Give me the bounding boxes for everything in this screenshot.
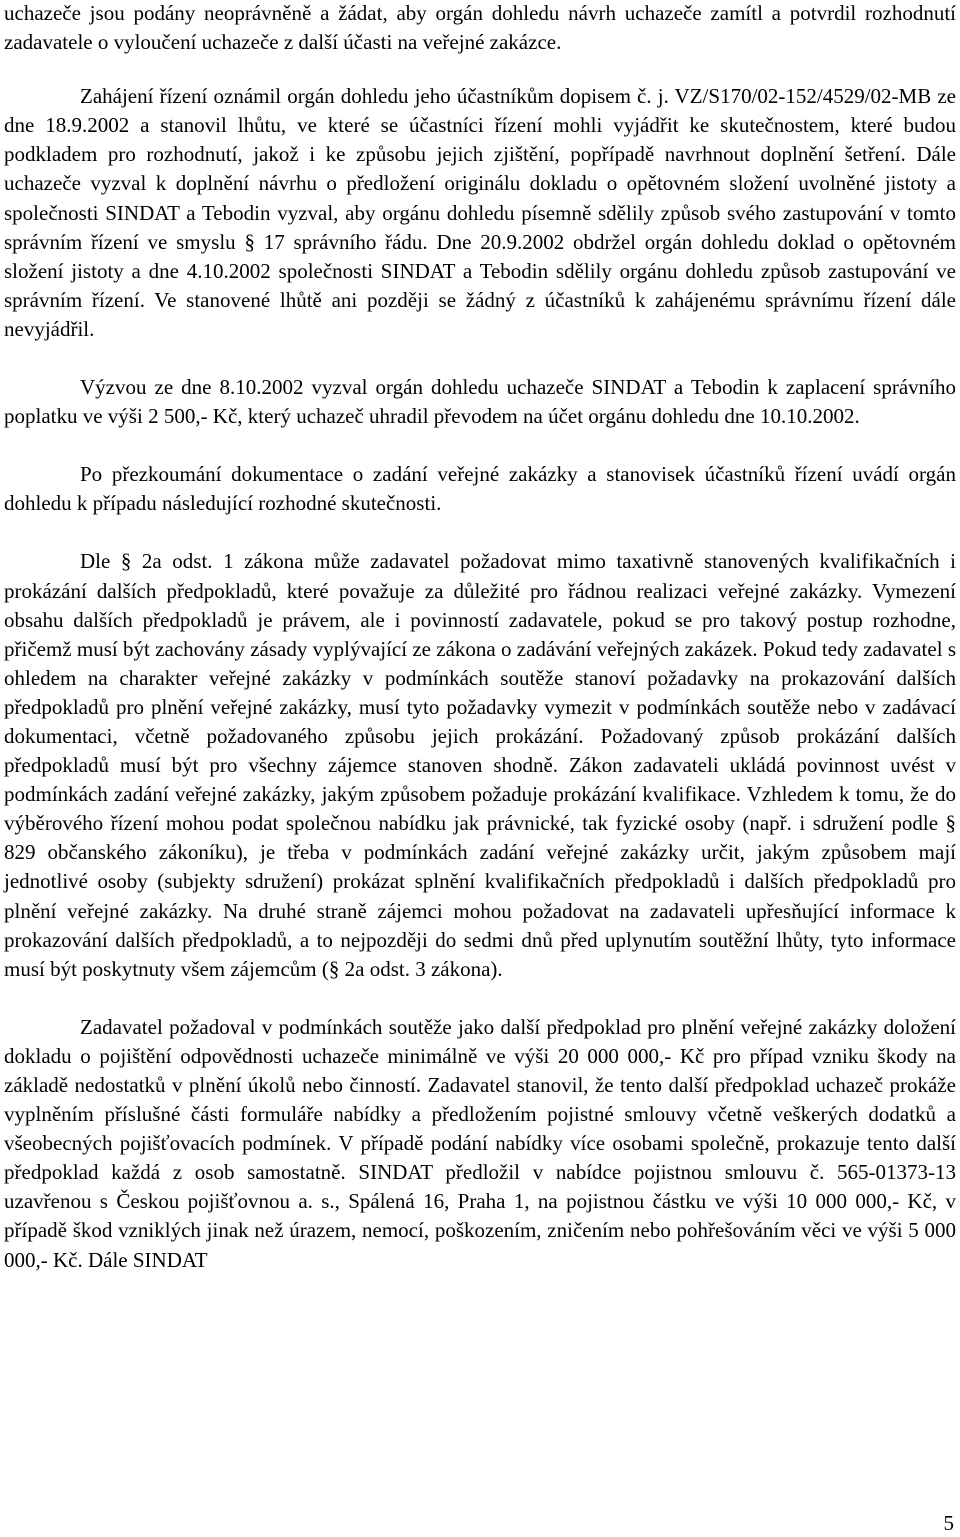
document-page (4, 0, 956, 1275)
paragraph-legal-basis: Dle § 2a odst. 1 zákona může zadavatel požadovat mimo taxativně stanovených kvalifikačních i prokázání dalších předpokladů, které považuje za důležité pro řádnou realizaci veřejné zakázky. Vymezení obsahu dalších předpokladů je právem, ale i povinností zadavatele, pokud se pro takový postup rozhodne, přičemž musí být zachovány zásady vyplývající ze zákona o zadávání veřejných zakázek. Pokud tedy zadavatel s ohledem na charakter veřejné zakázky v podmínkách soutěže stanoví požadavky na prokazování dalších předpokladů pro plnění veřejné zakázky, musí tyto požadavky vymezit v podmínkách soutěže nebo v zadávací dokumentaci, včetně požadovaného způsobu jejich prokázání. Požadovaný způsob prokázání dalších předpokladů musí být pro všechny zájemce stanoven shodně. Zákon zadavateli ukládá povinnost uvést v podmínkách zadání veřejné zakázky, jakým způsobem požaduje prokázání kvalifikace. Vzhledem k tomu, že do výběrového řízení mohou podat společnou nabídku jak právnické, tak fyzické osoby (např. i sdružení podle § 829 občanského zákoníku), je třeba v podmínkách zadání veřejné zakázky určit, jakým způsobem mají jednotlivé osoby (subjekty sdružení) prokázat splnění kvalifikačních předpokladů i dalších předpokladů pro plnění veřejné zakázky. Na druhé straně zájemci mohou požadovat na zadavateli upřesňující informace k prokazování dalších předpokladů, a to nejpozději do sedmi dnů před uplynutím soutěžní lhůty, tyto informace musí být poskytnuty všem zájemcům (§ 2a odst. 3 zákona). (4, 549, 956, 981)
paragraph-fee-payment: Výzvou ze dne 8.10.2002 vyzval orgán dohledu uchazeče SINDAT a Tebodin k zaplacení správního poplatku ve výši 2 500,- Kč, který uchazeč uhradil převodem na účet orgánu dohledu dne 10.10.2002. (4, 375, 956, 429)
page-number: 5 (943, 1511, 954, 1535)
paragraph-continuation: uchazeče jsou podány neoprávněně a žádat, aby orgán dohledu návrh uchazeče zamítl a potvrdil rozhodnutí zadavatele o vyloučení uchazeče z další účasti na veřejné zakázce. (4, 1, 956, 55)
paragraph-proceedings-opening: Zahájení řízení oznámil orgán dohledu jeho účastníkům dopisem č. j. VZ/S170/02-152/4529/02-MB ze dne 18.9.2002 a stanovil lhůtu, ve které se účastníci řízení mohli vyjádřit ke skutečnostem, které budou podkladem pro rozhodnutí, jakož i ke způsobu jejich zjištění, popřípadě navrhnout doplnění šetření. Dále uchazeče vyzval k doplnění návrhu o předložení originálu dokladu o opětovném složení uvolněné jistoty a společnosti SINDAT a Tebodin vyzval, aby orgánu dohledu písemně sdělily způsob svého zastupování v tomto správním řízení ve smyslu § 17 správního řádu. Dne 20.9.2002 obdržel orgán dohledu doklad o opětovném složení jistoty a dne 4.10.2002 společnosti SINDAT a Tebodin sdělily orgánu dohledu způsob zastupování ve správním řízení. Ve stanovené lhůtě ani později se žádný z účastníků k zahájenému správnímu řízení dále nevyjádřil. (4, 84, 956, 341)
paragraph-review-intro: Po přezkoumání dokumentace o zadání veřejné zakázky a stanovisek účastníků řízení uvádí orgán dohledu k případu následující rozhodné skutečnosti. (4, 462, 956, 516)
paragraph-insurance-requirement: Zadavatel požadoval v podmínkách soutěže jako další předpoklad pro plnění veřejné zakázky doložení dokladu o pojištění odpovědnosti uchazeče minimálně ve výši 20 000 000,- Kč pro případ vzniku škody na základě nedostatků v plnění úkolů nebo činností. Zadavatel stanovil, že tento další předpoklad uchazeč prokáže vyplněním příslušné části formuláře nabídky a předložením pojistné smlouvy včetně veškerých dodatků a všeobecných pojišťovacích podmínek. V případě podání nabídky více osobami společně, prokazuje tento další předpoklad každá z osob samostatně. SINDAT předložil v nabídce pojistnou smlouvu č. 565-01373-13 uzavřenou s Českou pojišťovnou a. s., Spálená 16, Praha 1, na pojistnou částku ve výši 10 000 000,- Kč, v případě škod vzniklých jinak než úrazem, nemocí, poškozením, zničením nebo pohřešováním věci ve výši 5 000 000,- Kč. Dále SINDAT (4, 1014, 956, 1272)
